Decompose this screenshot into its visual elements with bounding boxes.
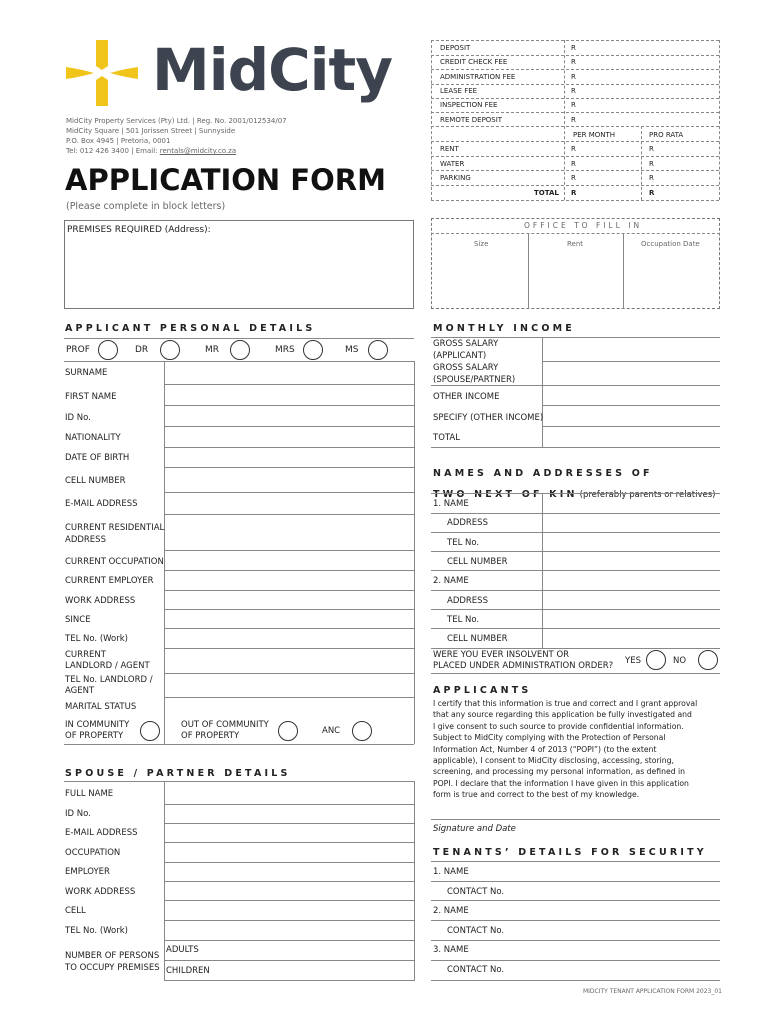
field-work-address: WORK ADDRESS [65, 596, 136, 606]
persons-label [65, 950, 160, 974]
security3-name: 3. NAME [433, 945, 469, 955]
kin1-tel: TEL No. [447, 538, 480, 548]
consent-line: screening, and processing my personal information, as defined in [433, 767, 686, 777]
midcity-logo [66, 36, 416, 110]
field-nationality: NATIONALITY [65, 433, 121, 443]
company-email-link[interactable]: rentals@midcity.co.za [159, 147, 237, 155]
currency: R [571, 87, 576, 95]
field-landlord-line1: CURRENT [65, 650, 106, 660]
consent-line: form is true and correct to the best of my knowledge. [433, 790, 640, 800]
consent-line: applicable), I consent to MidCity disclosing, accessing, storing, [433, 756, 674, 766]
anc-label: ANC [322, 726, 341, 736]
office-rent: Rent [567, 240, 584, 248]
security-section-title: TENANTS’ DETAILS FOR SECURITY [433, 847, 707, 858]
field-residential-line2: ADDRESS [65, 535, 106, 545]
spouse-cell: CELL [65, 906, 86, 916]
title-dr-label: DR [135, 345, 149, 355]
persons-line2: TO OCCUPY PREMISES [65, 963, 160, 973]
in-community-label [65, 720, 129, 742]
consent-line: I certify that this information is true and correct and I grant approval [433, 699, 698, 708]
kin2-tel: TEL No. [447, 615, 480, 625]
in-community-line2: OF PROPERTY [65, 731, 124, 741]
kin2-cell: CELL NUMBER [447, 634, 508, 644]
currency: R [649, 174, 654, 182]
gross-applicant-line2: (APPLICANT) [433, 350, 487, 361]
signature-line[interactable] [431, 819, 720, 820]
currency: R [649, 145, 654, 153]
currency: R [571, 44, 576, 52]
currency: R [571, 116, 576, 124]
fee-water: WATER [440, 160, 465, 168]
currency: R [571, 58, 576, 66]
security1-name: 1. NAME [433, 867, 469, 877]
spouse-work-address: WORK ADDRESS [65, 887, 136, 897]
currency: R [571, 160, 576, 168]
field-surname: SURNAME [65, 368, 108, 378]
field-occupation: CURRENT OCCUPATION [65, 557, 164, 567]
insolvent-line1: WERE YOU EVER INSOLVENT OR [433, 650, 570, 660]
kin-title-1: NAMES AND ADDRESSES OF [433, 468, 653, 479]
in-community-radio[interactable] [140, 721, 160, 741]
office-box [431, 218, 720, 309]
kin1-address: ADDRESS [447, 518, 488, 528]
consent-line: POPI. I declare that the information I have given in this application [433, 778, 689, 788]
title-mrs-radio[interactable] [303, 340, 323, 360]
spouse-email: E-MAIL ADDRESS [65, 828, 138, 838]
applicants-section-title: APPLICANTS [433, 685, 532, 696]
insolvent-yes-label: YES [625, 656, 641, 666]
brand-name: MidCity [152, 36, 393, 104]
cross-logo-icon [66, 40, 138, 106]
title-ms-label: MS [345, 345, 359, 355]
applicant-section-title: APPLICANT PERSONAL DETAILS [65, 323, 316, 334]
signature-label: Signature and Date [433, 824, 516, 834]
company-line-3: P.O. Box 4945 | Pretoria, 0001 [66, 137, 171, 145]
fee-remote-deposit: REMOTE DEPOSIT [440, 116, 503, 124]
field-residential [65, 522, 164, 546]
field-residential-line1: CURRENT RESIDENTIAL [65, 523, 165, 533]
insolvent-no-radio[interactable] [698, 650, 718, 670]
field-first-name: FIRST NAME [65, 392, 117, 402]
insolvent-line2: PLACED UNDER ADMINISTRATION ORDER? [433, 661, 614, 671]
security2-contact: CONTACT No. [447, 926, 505, 936]
field-tel-landlord [65, 675, 153, 697]
adults-label: ADULTS [166, 945, 199, 955]
gross-applicant [433, 339, 498, 362]
field-tel-landlord-line2: AGENT [65, 686, 95, 696]
company-line-2: MidCity Square | 501 Jorissen Street | Sunnyside [66, 127, 236, 135]
out-community-line2: OF PROPERTY [181, 731, 240, 741]
company-info [66, 116, 287, 156]
currency: R [649, 189, 655, 197]
specify-income: SPECIFY (OTHER INCOME) [433, 413, 544, 423]
field-tel-work: TEL No. (Work) [65, 634, 128, 644]
consent-line: I give consent to such source to provide confidential information. [433, 721, 684, 731]
title-mr-label: MR [205, 345, 220, 355]
spouse-employer: EMPLOYER [65, 867, 110, 877]
title-mr-radio[interactable] [230, 340, 250, 360]
field-landlord-line2: LANDLORD / AGENT [65, 661, 150, 671]
currency: R [649, 160, 654, 168]
currency: R [571, 101, 576, 109]
fee-admin: ADMINISTRATION FEE [440, 73, 516, 81]
field-landlord [65, 650, 150, 672]
field-employer: CURRENT EMPLOYER [65, 576, 154, 586]
insolvent-yes-radio[interactable] [646, 650, 666, 670]
consent-line: Subject to MidCity complying with the Protection of Personal [433, 733, 666, 743]
kin-title-2-row [433, 482, 715, 501]
security2-name: 2. NAME [433, 906, 469, 916]
fee-credit-check: CREDIT CHECK FEE [440, 58, 508, 66]
field-cell: CELL NUMBER [65, 476, 126, 486]
anc-radio[interactable] [352, 721, 372, 741]
income-section-title: MONTHLY INCOME [433, 323, 575, 334]
spouse-occupation: OCCUPATION [65, 848, 121, 858]
col-pro-rata: PRO RATA [649, 131, 684, 139]
insolvent-no-label: NO [673, 656, 687, 666]
currency: R [571, 145, 576, 153]
page-subtitle: (Please complete in block letters) [66, 201, 226, 212]
fee-total: TOTAL [534, 189, 559, 197]
office-occupation-date: Occupation Date [641, 240, 700, 248]
currency: R [571, 189, 577, 197]
security3-contact: CONTACT No. [447, 965, 505, 975]
out-community-line1: OUT OF COMMUNITY [181, 720, 269, 730]
kin1-cell: CELL NUMBER [447, 557, 508, 567]
field-id: ID No. [65, 413, 91, 423]
currency: R [571, 174, 576, 182]
kin2-address: ADDRESS [447, 596, 488, 606]
security1-contact: CONTACT No. [447, 887, 505, 897]
kin2-name: 2. NAME [433, 576, 469, 586]
persons-line1: NUMBER OF PERSONS [65, 951, 160, 961]
footer-text: MIDCITY TENANT APPLICATION FORM 2023_01 [582, 988, 722, 995]
company-line-1: MidCity Property Services (Pty) Ltd. | Reg. No. 2001/012534/07 [66, 117, 287, 125]
title-ms-radio[interactable] [368, 340, 388, 360]
consent-text [433, 698, 697, 801]
spouse-section-title: SPOUSE / PARTNER DETAILS [65, 768, 291, 779]
fee-deposit: DEPOSIT [440, 44, 471, 52]
company-tel: Tel: 012 426 3400 | Email: [66, 147, 160, 155]
title-prof-radio[interactable] [98, 340, 118, 360]
children-label: CHILDREN [166, 966, 210, 976]
currency: R [571, 73, 576, 81]
gross-applicant-line1: GROSS SALARY [433, 339, 499, 349]
office-size: Size [474, 240, 489, 248]
other-income: OTHER INCOME [433, 392, 500, 402]
col-per-month: PER MONTH [573, 131, 616, 139]
title-prof-label: PROF [66, 345, 90, 355]
consent-line: that any source regarding this application be fully investigated and [433, 710, 692, 720]
field-since: SINCE [65, 615, 91, 625]
fee-rent: RENT [440, 145, 459, 153]
in-community-line1: IN COMMUNITY [65, 720, 130, 730]
out-community-label [181, 720, 269, 742]
gross-spouse-line1: GROSS SALARY [433, 363, 499, 373]
fee-inspection: INSPECTION FEE [440, 101, 498, 109]
title-mrs-label: MRS [275, 345, 295, 355]
consent-line: Information Act, Number 4 of 2013 (“POPI”) (to the extent [433, 744, 657, 754]
field-email: E-MAIL ADDRESS [65, 499, 138, 509]
gross-spouse-line2: (SPOUSE/PARTNER) [433, 374, 516, 385]
field-dob: DATE OF BIRTH [65, 453, 130, 463]
field-tel-landlord-line1: TEL No. LANDLORD / [65, 675, 153, 685]
fee-parking: PARKING [440, 174, 471, 182]
spouse-tel-work: TEL No. (Work) [65, 926, 128, 936]
out-community-radio[interactable] [278, 721, 298, 741]
office-title: OFFICE TO FILL IN [524, 221, 643, 230]
insolvent-question [433, 650, 613, 672]
page-title: APPLICATION FORM [65, 163, 386, 197]
kin-title-2: TWO NEXT OF KIN [433, 489, 578, 500]
spouse-id: ID No. [65, 809, 91, 819]
kin-note: (preferably parents or relatives) [579, 490, 716, 500]
field-marital: MARITAL STATUS [65, 702, 137, 712]
title-dr-radio[interactable] [160, 340, 180, 360]
fee-lease: LEASE FEE [440, 87, 478, 95]
kin1-name: 1. NAME [433, 499, 469, 509]
company-line-4 [66, 146, 287, 156]
spouse-full-name: FULL NAME [65, 789, 114, 799]
premises-label: PREMISES REQUIRED (Address): [67, 225, 211, 235]
income-total: TOTAL [433, 433, 460, 443]
gross-spouse [433, 363, 515, 386]
